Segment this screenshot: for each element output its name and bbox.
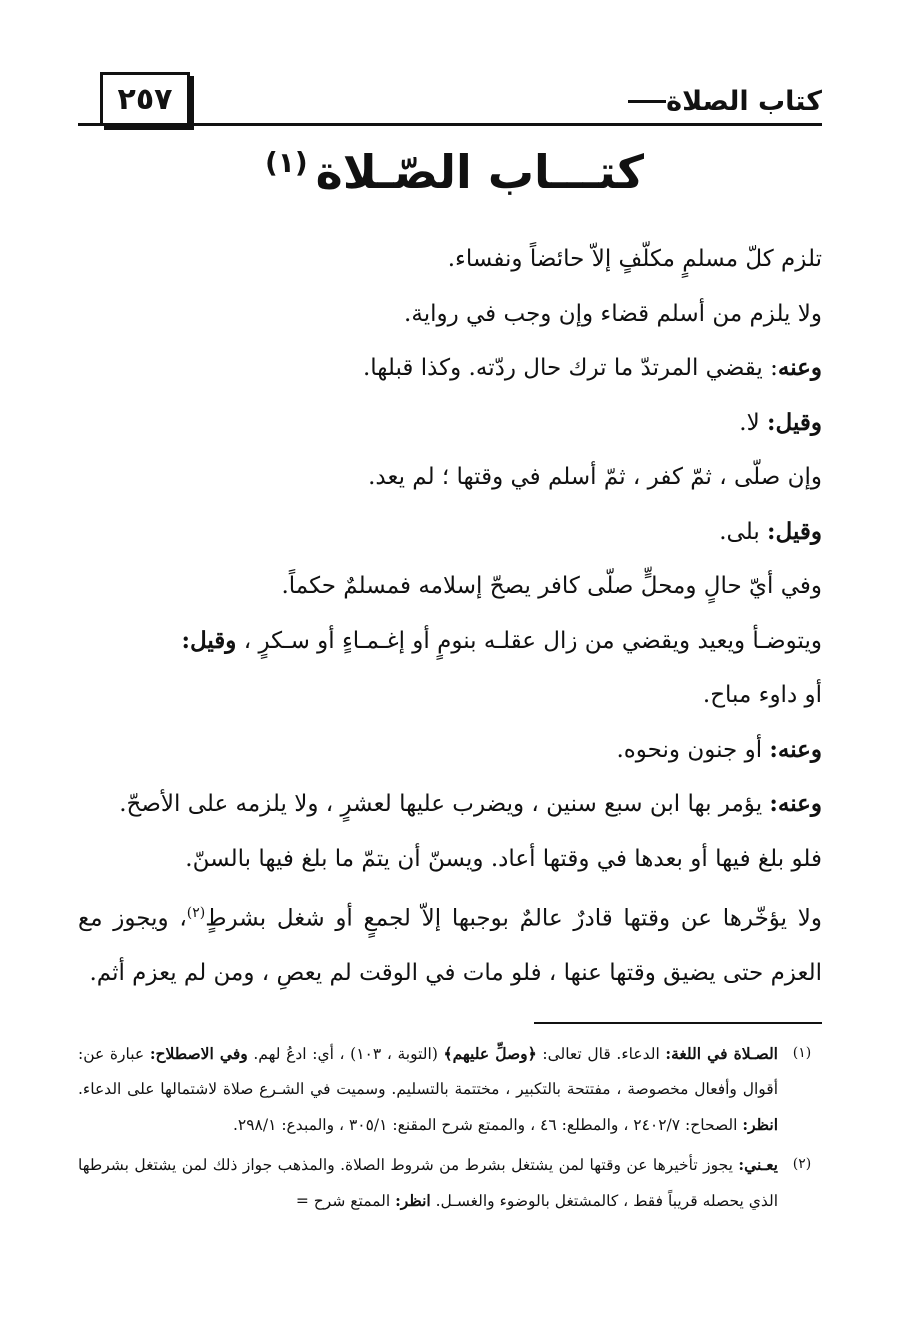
footnote-ref: (٢) — [186, 905, 206, 921]
paragraph-text: ويتوضـأ ويعيد ويقضي من زال عقلـه بنومٍ أو إغـمـاءٍ أو سـكرٍ ، — [236, 627, 822, 654]
paragraph-text: بلى. — [719, 518, 768, 545]
main-text — [78, 232, 822, 1001]
footnote-text: عبارة عن: أقوال وأفعال مخصوصة ، مفتتحة بالتكبير ، مختتمة بالتسليم. وسميت في الشـرع صلاة لاشتمالها على الدعاء. — [78, 1045, 778, 1098]
chapter-title — [0, 145, 909, 199]
paragraph-text: يؤمر بها ابن سبع سنين ، ويضرب عليها لعشرٍ ، ولا يلزمه على الأصحّ. — [119, 791, 770, 817]
paragraph-9 — [78, 723, 822, 778]
footnote-rule — [534, 1022, 822, 1024]
footnote-keyword: الصـلاة في اللغة: — [665, 1044, 778, 1063]
running-header — [78, 68, 822, 128]
footnotes — [78, 1036, 822, 1223]
paragraph-8 — [78, 614, 822, 669]
keyword: وقيل: — [767, 517, 822, 545]
paragraph-text: لا. — [739, 409, 768, 436]
footnote-1 — [78, 1036, 822, 1143]
paragraph-text: ، ويجوز مع العزم حتى يضيق وقتها عنها ، فلو مات في الوقت لم يعصِ ، ومن لم يعزم أثم. — [78, 905, 822, 987]
keyword: وقيل: — [181, 626, 237, 654]
footnote-number: (٢) — [792, 1156, 812, 1172]
header-rule — [78, 123, 822, 126]
paragraph-12 — [78, 886, 822, 1001]
running-title-text: كتاب الصلاة — [666, 86, 822, 117]
paragraph-3 — [78, 341, 822, 396]
paragraph-8-continued: أو داوء مباح. — [702, 682, 822, 708]
page-number-box — [100, 72, 190, 126]
paragraph-1: تلزم كلّ مسلمٍ مكلّفٍ إلاّ حائضاً ونفساء. — [447, 246, 822, 272]
paragraph-text: أو جنون ونحوه. — [616, 736, 770, 763]
title-dash — [628, 100, 666, 103]
page-number: ٢٥٧ — [117, 81, 173, 117]
paragraph-2: ولا يلزم من أسلم قضاء وإن وجب في رواية. — [404, 300, 822, 327]
paragraph-7: وفي أيّ حالٍ ومحلٍّ صلّى كافر يصحّ إسلامه فمسلمٌ حكماً. — [281, 573, 822, 599]
footnote-2 — [78, 1147, 822, 1219]
paragraph-4 — [78, 396, 822, 451]
footnote-quote: ﴿وصلِّ عليهم﴾ — [443, 1044, 537, 1063]
paragraph-10 — [78, 777, 822, 832]
keyword: وعنه: — [769, 735, 822, 763]
footnote-text: الصحاح: ٢٤٠٢/٧ ، والمطلع: ٤٦ ، والممتع شرح المقنع: ٣٠٥/١ ، والمبدع: ٢٩٨/١. — [232, 1116, 743, 1134]
footnote-number: (١) — [792, 1045, 812, 1061]
keyword: وعنه — [777, 354, 822, 381]
footnote-text: (التوبة ، ١٠٣) ، أي: ادعُ لهم. — [247, 1045, 444, 1063]
footnote-text: الدعاء. قال تعالى: — [536, 1045, 666, 1063]
paragraph-5: وإن صلّى ، ثمّ كفر ، ثمّ أسلم في وقتها ؛ لم يعد. — [368, 464, 822, 490]
paragraph-text: : يقضي المرتدّ ما ترك حال ردّته. وكذا قبلها. — [362, 355, 778, 381]
keyword: وعنه: — [769, 790, 822, 817]
footnote-keyword: انظر: — [742, 1115, 778, 1134]
running-title — [618, 86, 822, 117]
paragraph-text: ولا يؤخّرها عن وقتها قادرٌ عالمٌ بوجبها إلاّ لجمعٍ أو شغل بشرطٍ — [205, 905, 823, 932]
chapter-title-text: كتـــاب الصّـلاة — [315, 145, 645, 199]
chapter-footnote-ref: (١) — [264, 145, 308, 179]
footnote-keyword: انظر: — [395, 1191, 431, 1210]
paragraph-11: فلو بلغ فيها أو بعدها في وقتها أعاد. ويسنّ أن يتمّ ما بلغ فيها بالسنّ. — [185, 845, 822, 872]
footnote-keyword: وفي الاصطلاح: — [149, 1044, 248, 1063]
paragraph-6 — [78, 505, 822, 560]
footnote-text: يجوز تأخيرها عن وقتها لمن يشتغل بشرط من شروط الصلاة. والمذهب جواز ذلك لمن يشتغل بشرطها الذي يحصله قريباً فقط ، كالمشتغل بالوضوء والغسـل. — [78, 1156, 778, 1210]
keyword: وقيل: — [767, 408, 822, 436]
footnote-keyword: يعـني: — [738, 1155, 778, 1174]
footnote-text: الممتع شرح = — [295, 1192, 396, 1210]
